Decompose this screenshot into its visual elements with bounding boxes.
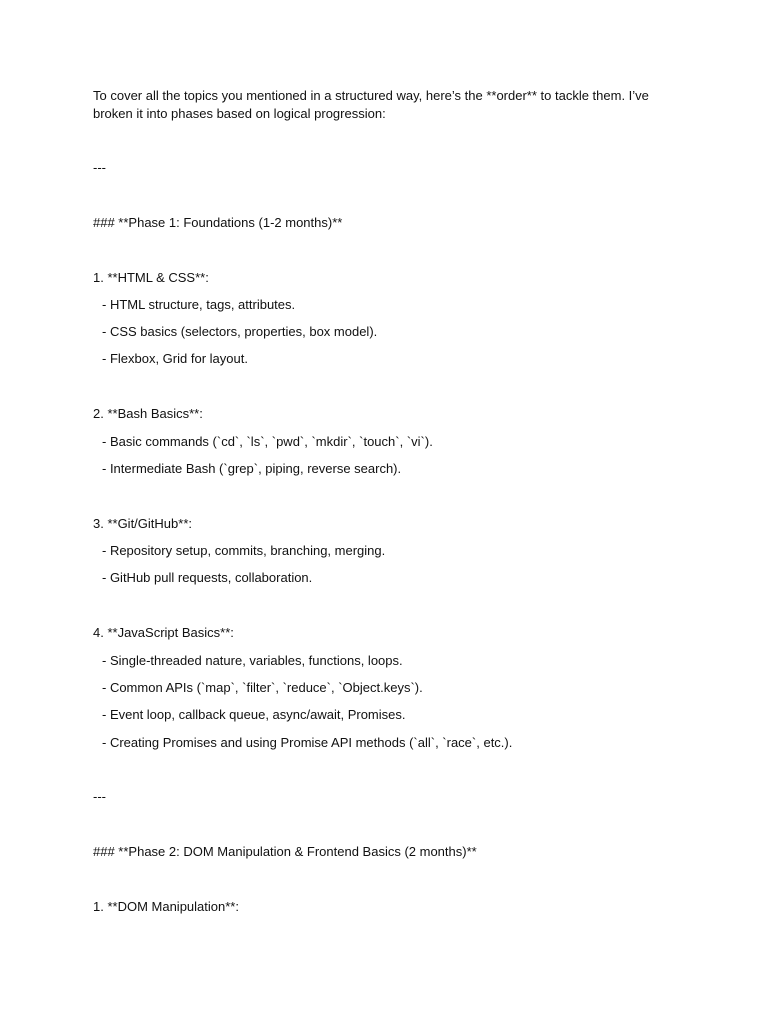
- phase-1-item-1-title: 1. **HTML & CSS**:: [93, 270, 209, 285]
- phase-1-heading: ### **Phase 1: Foundations (1-2 months)**: [93, 215, 343, 230]
- phase-1-item-3-bullet: - GitHub pull requests, collaboration.: [102, 570, 313, 585]
- intro-line-1: To cover all the topics you mentioned in a structured way, here’s the **order** to tackle them. I’ve: [93, 88, 649, 103]
- phase-1-item-2-bullet: - Basic commands (`cd`, `ls`, `pwd`, `mkdir`, `touch`, `vi`).: [102, 434, 433, 449]
- intro-line-2: broken it into phases based on logical progression:: [93, 106, 386, 121]
- separator: ---: [93, 160, 106, 175]
- phase-1-item-4-bullet: - Single-threaded nature, variables, functions, loops.: [102, 653, 403, 668]
- phase-1-item-1-bullet: - Flexbox, Grid for layout.: [102, 351, 248, 366]
- phase-1-item-3-bullet: - Repository setup, commits, branching, merging.: [102, 543, 386, 558]
- phase-1-item-3-title: 3. **Git/GitHub**:: [93, 516, 192, 531]
- phase-1-item-4-bullet: - Common APIs (`map`, `filter`, `reduce`, `Object.keys`).: [102, 680, 423, 695]
- phase-1-item-2-bullet: - Intermediate Bash (`grep`, piping, reverse search).: [102, 461, 402, 476]
- phase-1-item-1-bullet: - CSS basics (selectors, properties, box model).: [102, 324, 378, 339]
- separator: ---: [93, 789, 106, 804]
- phase-1-item-4-bullet: - Creating Promises and using Promise API methods (`all`, `race`, etc.).: [102, 735, 513, 750]
- phase-2-heading: ### **Phase 2: DOM Manipulation & Frontend Basics (2 months)**: [93, 844, 477, 859]
- phase-1-item-1-bullet: - HTML structure, tags, attributes.: [102, 297, 296, 312]
- phase-1-item-4-bullet: - Event loop, callback queue, async/await, Promises.: [102, 707, 406, 722]
- phase-1-item-4-title: 4. **JavaScript Basics**:: [93, 625, 234, 640]
- phase-2-item-1-title: 1. **DOM Manipulation**:: [93, 899, 239, 914]
- phase-1-item-2-title: 2. **Bash Basics**:: [93, 406, 203, 421]
